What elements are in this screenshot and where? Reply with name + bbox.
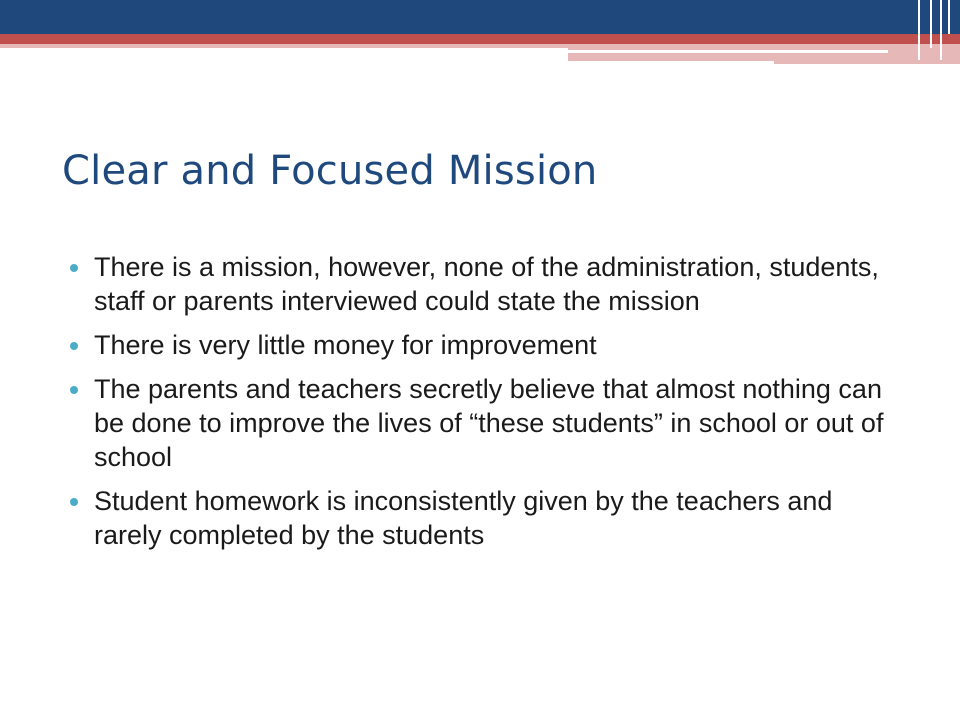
bullet-dot-icon <box>70 386 78 394</box>
bullet-text: The parents and teachers secretly believe that almost nothing can be done to improve the lives of “these students” in school or out of school <box>94 374 884 472</box>
bullet-dot-icon <box>70 498 78 506</box>
header-vertical-line <box>918 0 920 60</box>
bullet-text: There is a mission, however, none of the administration, students, staff or parents interviewed could state the mission <box>94 252 879 316</box>
bullet-dot-icon <box>70 342 78 350</box>
bullet-item <box>70 484 900 552</box>
header-blue-bar <box>0 0 960 34</box>
header-vertical-line <box>930 0 932 48</box>
bullet-item <box>70 250 900 318</box>
header-vertical-line <box>948 0 950 34</box>
bullet-list <box>70 250 900 562</box>
bullet-dot-icon <box>70 264 78 272</box>
bullet-text: Student homework is inconsistently given by the teachers and rarely completed by the students <box>94 486 833 550</box>
header-vertical-line <box>940 0 942 60</box>
bullet-text: There is very little money for improvement <box>94 330 597 360</box>
header-white-stripe <box>568 50 888 53</box>
bullet-item <box>70 372 900 474</box>
slide-title: Clear and Focused Mission <box>62 148 598 194</box>
header-white-stripe <box>568 61 774 64</box>
bullet-item <box>70 328 900 362</box>
header-red-bar <box>0 34 960 44</box>
